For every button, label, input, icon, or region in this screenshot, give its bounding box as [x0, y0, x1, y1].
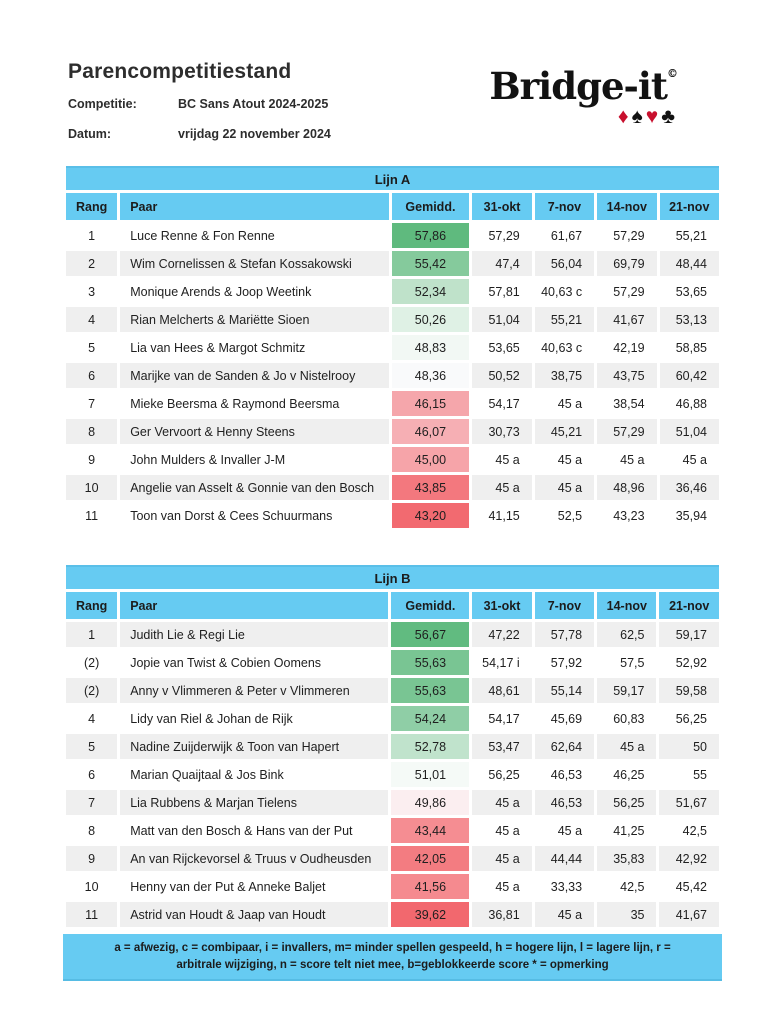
section-banner-row: [66, 565, 719, 589]
column-header-14-nov: 14-nov: [597, 193, 656, 220]
table-row: [66, 874, 719, 899]
table-row: [66, 902, 719, 927]
table-row: [66, 363, 719, 388]
report-meta: [68, 97, 331, 157]
average-value: 51,01: [391, 762, 469, 787]
score-value: 45 a: [472, 846, 531, 871]
column-header-7-nov: 7-nov: [535, 193, 594, 220]
score-value: 59,58: [659, 678, 719, 703]
column-header-paar: Paar: [120, 592, 388, 619]
column-header-7-nov: 7-nov: [535, 592, 594, 619]
average-value: 57,86: [392, 223, 470, 248]
table-row: [66, 419, 719, 444]
rank-cell: (2): [83, 655, 100, 670]
section-banner-row: [66, 166, 719, 190]
pair-name: Anny v Vlimmeren & Peter v Vlimmeren: [120, 678, 388, 703]
score-value: 57,29: [613, 228, 645, 243]
pair-name: Rian Melcherts & Mariëtte Sioen: [120, 307, 388, 332]
table-row: [66, 622, 719, 647]
score-value: 41,67: [597, 307, 656, 332]
score-value: 60,83: [613, 711, 645, 726]
score-value: 52,5: [557, 508, 583, 523]
score-value: 44,44: [535, 846, 594, 871]
score-value: 41,67: [659, 902, 719, 927]
rank-cell: 9: [88, 452, 96, 467]
score-value: 62,5: [597, 622, 656, 647]
average-value: 43,44: [391, 818, 469, 843]
pair-name: Matt van den Bosch & Hans van der Put: [130, 823, 353, 838]
legend-text: a = afwezig, c = combipaar, i = invallers, m= minder spellen gespeeld, h = hogere lijn, l = lagere lijn, r = arbitrale wijziging, n = score telt niet mee, b=geblokkeerde score * = opmerking: [114, 942, 671, 971]
column-header-row: [66, 193, 719, 220]
copyright-icon: ©: [667, 67, 678, 80]
rank-cell: 7: [66, 790, 117, 815]
rank-cell: 4: [88, 711, 96, 726]
score-value: 57,5: [620, 655, 645, 670]
pair-name: Mieke Beersma & Raymond Beersma: [130, 396, 340, 411]
average-value: 43,20: [392, 503, 470, 528]
score-value: 59,17: [659, 622, 719, 647]
table-row: [66, 475, 719, 500]
score-value: 51,04: [660, 419, 719, 444]
table-row: [66, 447, 719, 472]
average-value: 46,07: [392, 419, 470, 444]
diamond-suit-icon: ♦: [617, 105, 632, 128]
score-value: 53,65: [675, 284, 707, 299]
average-value: 54,24: [391, 706, 469, 731]
table-row: [66, 846, 719, 871]
rank-cell: 4: [66, 307, 117, 332]
competition-value: BC Sans Atout 2024-2025: [178, 97, 329, 111]
score-value: 30,73: [472, 419, 531, 444]
table-row: [66, 307, 719, 332]
average-value: 43,85: [392, 475, 470, 500]
score-value: 38,54: [613, 396, 645, 411]
section-lijn-a: [63, 163, 722, 531]
score-value: 35,94: [675, 508, 707, 523]
score-value: 41,25: [613, 823, 645, 838]
score-value: 45 a: [472, 790, 531, 815]
score-value: 48,96: [597, 475, 656, 500]
average-value: 52,34: [392, 279, 470, 304]
rank-cell: (2): [66, 678, 117, 703]
score-value: 45 a: [682, 452, 707, 467]
score-value: 42,92: [659, 846, 719, 871]
pair-name: Luce Renne & Fon Renne: [130, 228, 275, 243]
score-value: 45 a: [495, 879, 520, 894]
heart-suit-icon: ♥: [645, 105, 662, 128]
rank-cell: 1: [88, 228, 96, 243]
pair-name: John Mulders & Invaller J-M: [130, 452, 286, 467]
pair-name: Lia van Hees & Margot Schmitz: [130, 340, 306, 355]
logo-wordmark: [489, 64, 678, 108]
rank-cell: 8: [88, 823, 96, 838]
score-value: 40,63 c: [541, 340, 583, 355]
score-value: 36,81: [472, 902, 531, 927]
score-value: 45 a: [535, 902, 594, 927]
average-value: 55,63: [391, 678, 469, 703]
score-value: 57,29: [597, 419, 656, 444]
score-value: 45,42: [675, 879, 707, 894]
table-row: [66, 706, 719, 731]
score-value: 45 a: [495, 452, 520, 467]
rank-cell: 2: [66, 251, 117, 276]
average-value: 49,86: [391, 790, 469, 815]
pair-name: An van Rijckevorsel & Truus v Oudheusden: [120, 846, 388, 871]
rank-cell: 7: [88, 396, 96, 411]
score-value: 45,21: [535, 419, 594, 444]
rank-cell: 8: [66, 419, 117, 444]
pair-name: Nadine Zuijderwijk & Toon van Hapert: [120, 734, 388, 759]
score-value: 51,67: [659, 790, 719, 815]
score-value: 45 a: [557, 396, 583, 411]
rank-cell: 3: [88, 284, 96, 299]
score-value: 45,69: [550, 711, 583, 726]
table-row: [66, 818, 719, 843]
average-value: 48,83: [392, 335, 470, 360]
club-suit-icon: ♣: [661, 105, 678, 128]
date-value: vrijdag 22 november 2024: [178, 127, 331, 141]
score-value: 57,78: [535, 622, 594, 647]
score-value: 43,75: [597, 363, 656, 388]
average-value: 46,15: [392, 391, 470, 416]
rank-cell: 10: [66, 475, 117, 500]
column-header-gemidd-: Gemidd.: [391, 592, 469, 619]
bridge-it-logo: [489, 64, 678, 128]
column-header-row: [66, 592, 719, 619]
average-value: 39,62: [391, 902, 469, 927]
score-value: 50,52: [472, 363, 531, 388]
pair-name: Jopie van Twist & Cobien Oomens: [130, 655, 322, 670]
score-value: 54,17: [488, 396, 520, 411]
score-value: 51,04: [472, 307, 531, 332]
date-row: [68, 127, 331, 141]
score-value: 48,61: [472, 678, 531, 703]
score-value: 46,53: [550, 767, 583, 782]
score-value: 45 a: [557, 452, 583, 467]
table-row: [66, 734, 719, 759]
section-lijn-b: [63, 562, 722, 930]
table-row: [66, 223, 719, 248]
score-value: 43,23: [613, 508, 645, 523]
rank-cell: 5: [66, 734, 117, 759]
score-value: 56,04: [535, 251, 594, 276]
score-value: 57,81: [488, 284, 520, 299]
competition-label: Competitie:: [68, 97, 137, 111]
score-value: 53,65: [488, 340, 520, 355]
score-value: 36,46: [660, 475, 719, 500]
column-header-21-nov: 21-nov: [659, 592, 719, 619]
average-value: 41,56: [391, 874, 469, 899]
pair-name: Lidy van Riel & Johan de Rijk: [130, 711, 293, 726]
score-value: 57,29: [613, 284, 645, 299]
score-value: 57,29: [488, 228, 520, 243]
average-value: 48,36: [392, 363, 470, 388]
rank-cell: 6: [88, 767, 96, 782]
score-value: 35,83: [597, 846, 656, 871]
pair-name: Ger Vervoort & Henny Steens: [120, 419, 388, 444]
column-header-31-okt: 31-okt: [472, 592, 531, 619]
column-header-31-okt: 31-okt: [472, 193, 531, 220]
rank-cell: 1: [66, 622, 117, 647]
rank-cell: 9: [66, 846, 117, 871]
score-value: 42,5: [682, 823, 707, 838]
average-value: 42,05: [391, 846, 469, 871]
rank-cell: 11: [66, 902, 117, 927]
column-header-21-nov: 21-nov: [660, 193, 719, 220]
average-value: 55,63: [391, 650, 469, 675]
score-value: 45 a: [495, 823, 520, 838]
score-value: 42,5: [620, 879, 645, 894]
average-value: 52,78: [391, 734, 469, 759]
section-title: Lijn A: [66, 166, 719, 190]
tables-host: [63, 163, 722, 930]
section-title: Lijn B: [66, 565, 719, 589]
table-row: [66, 335, 719, 360]
score-value: 41,15: [488, 508, 520, 523]
score-value: 59,17: [597, 678, 656, 703]
score-value: 45 a: [620, 452, 645, 467]
score-value: 47,22: [472, 622, 531, 647]
score-value: 62,64: [535, 734, 594, 759]
score-value: 56,25: [675, 711, 707, 726]
score-value: 52,92: [675, 655, 707, 670]
score-value: 56,25: [597, 790, 656, 815]
table-row: [66, 762, 719, 787]
pair-name: Monique Arends & Joop Weetink: [130, 284, 312, 299]
date-label: Datum:: [68, 127, 112, 141]
table-row: [66, 650, 719, 675]
score-value: 46,88: [675, 396, 707, 411]
lijn-b-table: [63, 562, 722, 930]
score-value: 42,19: [613, 340, 645, 355]
score-value: 45 a: [557, 823, 583, 838]
score-value: 69,79: [597, 251, 656, 276]
average-value: 50,26: [392, 307, 470, 332]
table-row: [66, 678, 719, 703]
pair-name: Marian Quaijtaal & Jos Bink: [130, 767, 284, 782]
average-value: 55,42: [392, 251, 470, 276]
logo-suits: [489, 106, 678, 127]
pair-name: Henny van der Put & Anneke Baljet: [130, 879, 326, 894]
score-value: 47,4: [472, 251, 531, 276]
pair-name: Marijke van de Sanden & Jo v Nistelrooy: [120, 363, 388, 388]
legend-box: [63, 934, 722, 981]
table-row: [66, 503, 719, 528]
pair-name: Astrid van Houdt & Jaap van Houdt: [120, 902, 388, 927]
rank-cell: 5: [88, 340, 96, 355]
score-value: 53,13: [660, 307, 719, 332]
score-value: 58,85: [675, 340, 707, 355]
table-row: [66, 279, 719, 304]
column-header-paar: Paar: [120, 193, 388, 220]
spade-suit-icon: ♠: [631, 105, 646, 128]
pair-name: Lia Rubbens & Marjan Tielens: [120, 790, 388, 815]
score-value: 35: [597, 902, 656, 927]
standings-main: [63, 163, 722, 981]
score-value: 55,21: [675, 228, 707, 243]
score-value: 45 a: [597, 734, 656, 759]
score-value: 40,63 c: [541, 284, 583, 299]
average-value: 56,67: [391, 622, 469, 647]
score-value: 56,25: [488, 767, 520, 782]
score-value: 55,21: [535, 307, 594, 332]
competition-row: [68, 97, 331, 111]
average-value: 45,00: [392, 447, 470, 472]
table-row: [66, 790, 719, 815]
score-value: 54,17: [488, 711, 520, 726]
table-row: [66, 391, 719, 416]
column-header-rang: Rang: [66, 592, 117, 619]
rank-cell: 11: [85, 508, 99, 523]
pair-name: Judith Lie & Regi Lie: [120, 622, 388, 647]
score-value: 46,25: [613, 767, 645, 782]
page-title: Parencompetitiestand: [68, 60, 292, 83]
score-value: 53,47: [472, 734, 531, 759]
pair-name: Toon van Dorst & Cees Schuurmans: [130, 508, 333, 523]
pair-name: Angelie van Asselt & Gonnie van den Bosch: [120, 475, 388, 500]
score-value: 54,17 i: [482, 655, 520, 670]
score-value: 61,67: [550, 228, 583, 243]
lijn-a-table: [63, 163, 722, 531]
logo-text: Bridge-it: [489, 64, 667, 108]
column-header-gemidd-: Gemidd.: [392, 193, 470, 220]
score-value: 33,33: [550, 879, 583, 894]
score-value: 55: [693, 767, 707, 782]
column-header-rang: Rang: [66, 193, 117, 220]
score-value: 57,92: [550, 655, 583, 670]
score-value: 46,53: [535, 790, 594, 815]
rank-cell: 10: [84, 879, 99, 894]
rank-cell: 6: [66, 363, 117, 388]
pair-name: Wim Cornelissen & Stefan Kossakowski: [120, 251, 388, 276]
score-value: 38,75: [535, 363, 594, 388]
score-value: 48,44: [660, 251, 719, 276]
column-header-14-nov: 14-nov: [597, 592, 656, 619]
score-value: 50: [659, 734, 719, 759]
score-value: 60,42: [660, 363, 719, 388]
score-value: 45 a: [472, 475, 531, 500]
score-value: 45 a: [535, 475, 594, 500]
score-value: 55,14: [535, 678, 594, 703]
table-row: [66, 251, 719, 276]
